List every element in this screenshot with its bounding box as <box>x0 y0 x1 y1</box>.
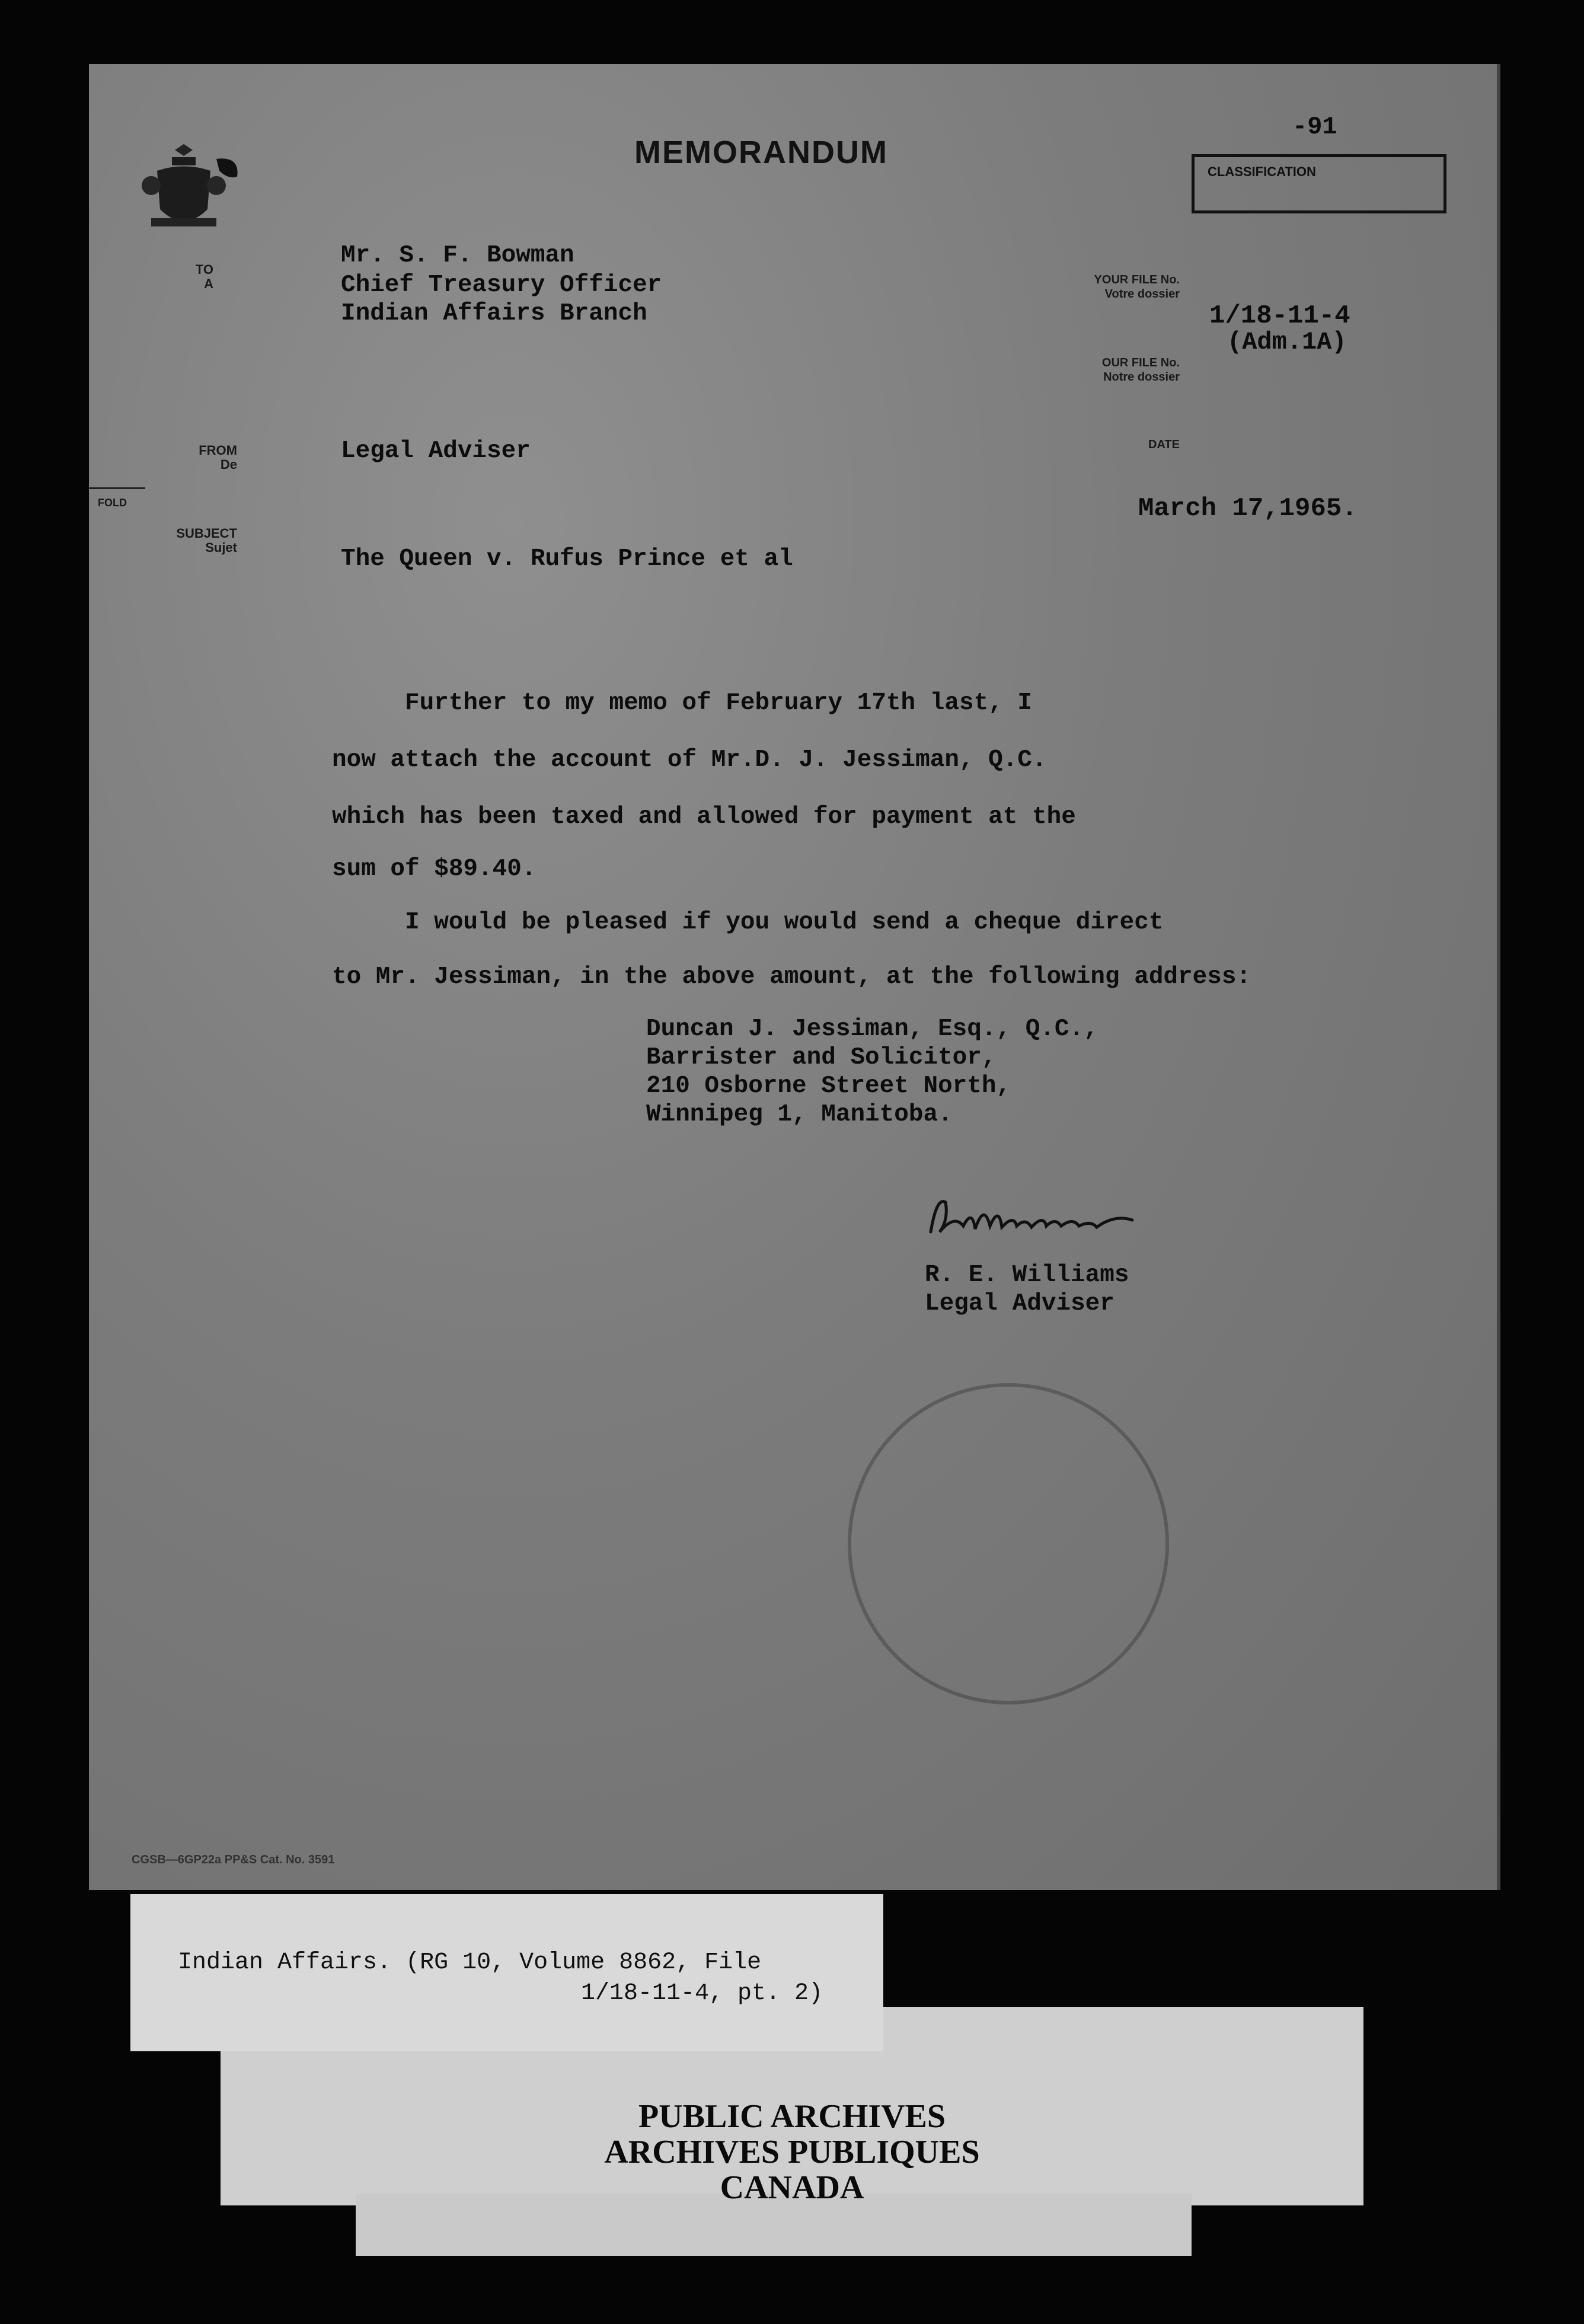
address-line-4: Winnipeg 1, Manitoba. <box>646 1101 953 1128</box>
body-line-2: now attach the account of Mr.D. J. Jessiman, Q.C. <box>332 746 1047 774</box>
from-value: Legal Adviser <box>341 438 531 465</box>
memo-heading: MEMORANDUM <box>634 135 888 170</box>
our-file-label: OUR FILE No. Notre dossier <box>1101 356 1180 384</box>
coat-of-arms-emblem <box>139 144 246 239</box>
address-line-3: 210 Osborne Street North, <box>646 1072 1011 1100</box>
to-line-2: Chief Treasury Officer <box>341 272 662 299</box>
to-label: TO A <box>195 262 213 291</box>
archive-label <box>130 1894 883 2051</box>
archive-title-line-2: ARCHIVES PUBLIQUES <box>604 2134 980 2170</box>
archive-label-line-2: 1/18-11-4, pt. 2) <box>581 1980 823 2007</box>
fold-label: FOLD <box>98 497 127 509</box>
body-line-4: sum of $89.40. <box>332 855 536 883</box>
subject-label: SUBJECT Sujet <box>176 526 237 555</box>
subject-value: The Queen v. Rufus Prince et al <box>341 545 793 573</box>
archive-label-text <box>178 1948 823 2009</box>
page-number: -91 <box>1292 113 1337 141</box>
your-file-subnumber: (Adm.1A) <box>1227 328 1347 356</box>
body-line-3: which has been taxed and allowed for payment at the <box>332 803 1076 831</box>
archive-title-line-1: PUBLIC ARCHIVES <box>638 2098 946 2135</box>
your-file-number: 1/18-11-4 <box>1209 301 1350 331</box>
form-number: CGSB—6GP22a PP&S Cat. No. 3591 <box>132 1853 335 1866</box>
signatory-name: R. E. Williams <box>925 1262 1129 1289</box>
body-line-6: to Mr. Jessiman, in the above amount, at the following address: <box>332 963 1251 991</box>
to-line-3: Indian Affairs Branch <box>341 300 647 327</box>
fold-line <box>89 487 145 489</box>
date-value: March 17,1965. <box>1138 494 1358 523</box>
address-line-1: Duncan J. Jessiman, Esq., Q.C., <box>646 1016 1098 1043</box>
archive-title-line-3: CANADA <box>720 2169 864 2206</box>
faded-stamp <box>848 1383 1169 1704</box>
classification-box <box>1192 154 1446 213</box>
classification-label: CLASSIFICATION <box>1208 164 1316 179</box>
memorandum-page <box>89 64 1500 1890</box>
date-label: DATE <box>1148 438 1180 451</box>
from-label: FROM De <box>199 443 237 472</box>
body-line-1: Further to my memo of February 17th last, I <box>332 689 1032 717</box>
handwritten-signature <box>919 1185 1168 1256</box>
archive-label-line-1: Indian Affairs. (RG 10, Volume 8862, File <box>178 1949 762 1976</box>
to-line-1: Mr. S. F. Bowman <box>341 242 574 269</box>
your-file-label: YOUR FILE No. Votre dossier <box>1094 273 1180 301</box>
address-line-2: Barrister and Solicitor, <box>646 1044 997 1071</box>
body-line-5: I would be pleased if you would send a cheque direct <box>332 909 1164 936</box>
signatory-title: Legal Adviser <box>925 1290 1114 1317</box>
